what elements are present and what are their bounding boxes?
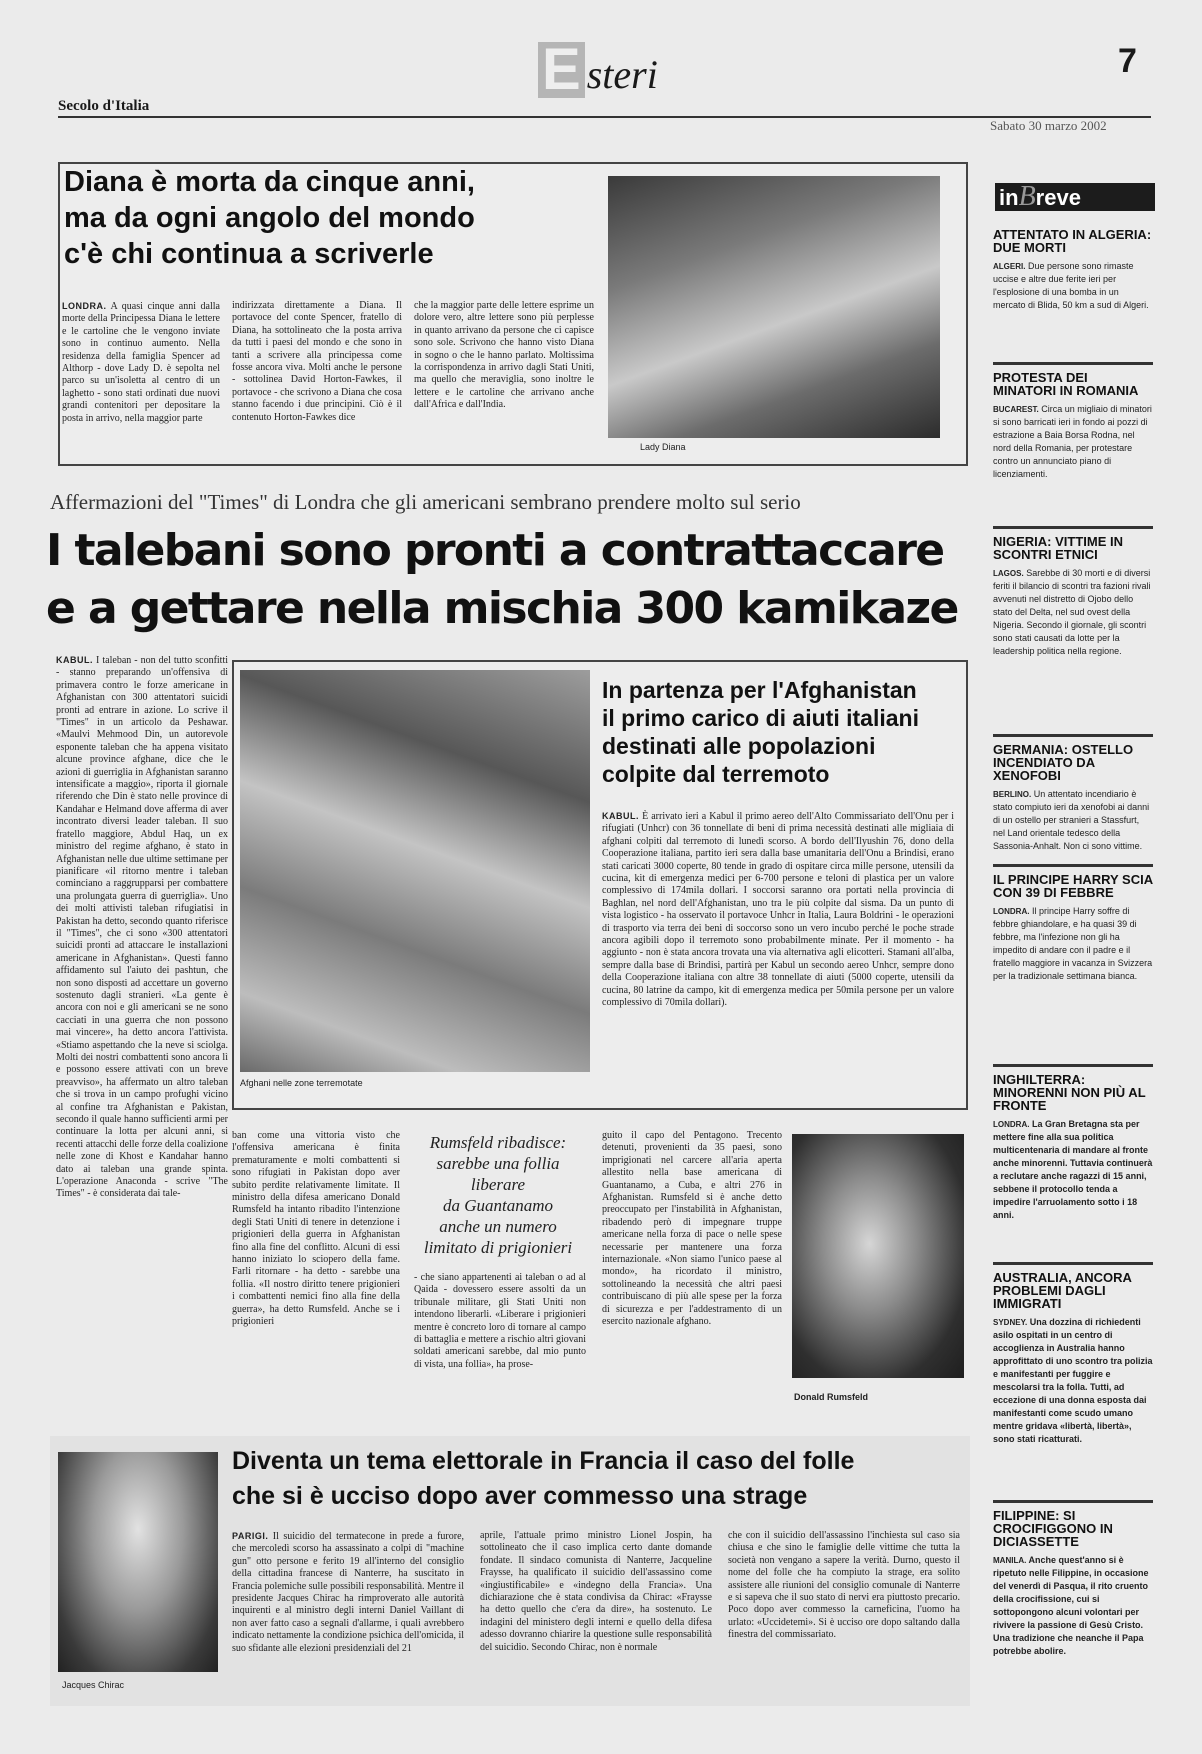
taliban-column-1 [56, 654, 228, 1388]
taliban-column-4 [602, 1130, 782, 1390]
article-text: aprile, l'attuale primo ministro Lionel Jospin, ha sottolineato che il caso implica certo dante domande fondate. Il sindaco comunista di Nanterre, Jacqueline Fraysse, ha qualificato il suicidio dell'assassino come «ingiustificabile» e «indegno della Francia». Una dichiarazione che è stata condivisa da Chirac: «Fraysse ha detto quello che c'era da dire», ha sostenuto. Le indagini del ministero degli interni e quello della difesa adesso dovranno chiarire la questione sulle responsabilità del suicidio. Secondo Chirac, non è normale [480, 1530, 712, 1653]
section-title [538, 37, 658, 102]
brief-item [993, 222, 1153, 312]
aid-headline-line: destinati alle popolazioni [602, 733, 876, 759]
dateline: BUCAREST. [993, 405, 1039, 414]
france-headline-line: Diventa un tema elettorale in Francia il caso del folle [232, 1447, 855, 1475]
date: Sabato 30 marzo 2002 [990, 118, 1107, 133]
in-breve-header [995, 183, 1155, 211]
dateline: MANILA. [993, 1556, 1027, 1565]
brief-title: FILIPPINE: SI CROCIFIGGONO IN DICIASSETTE [993, 1508, 1113, 1549]
taliban-column-3 [414, 1272, 586, 1390]
brief-text [993, 1316, 1153, 1446]
brief-title: NIGERIA: VITTIME IN SCONTRI ETNICI [993, 534, 1123, 562]
brief-title: IL PRINCIPE HARRY SCIA CON 39 DI FEBBRE [993, 872, 1153, 900]
article-text: - che siano appartenenti ai taleban o ad al Qaida - dovessero essere assolti da un tribunale militare, gli Stati Uniti non intendono liberarli. «Liberare i prigionieri mentre è concreto loro di tornare al campo di battaglia e mettere a rischio altri giovani soldati americani sarebbe, dal mio punto di vista, una follia», ha prose- [414, 1272, 586, 1370]
dateline: SYDNEY. [993, 1318, 1028, 1327]
brief-text [993, 260, 1153, 312]
brief-body: Circa un migliaio di minatori si sono barricati ieri in fondo ai pozzi di estrazione a Baia Borsa Rodna, nel nord della Romania, per protestare contro un annunciato piano di licenziamenti. [993, 404, 1152, 479]
brief-title: GERMANIA: OSTELLO INCENDIATO DA XENOFOBI [993, 742, 1134, 783]
section-initial: E [538, 42, 585, 98]
masthead: Secolo d'Italia [58, 98, 150, 114]
brief-item [993, 526, 1153, 658]
brief-body: Due persone sono rimaste uccise e altre due ferite ieri per l'esplosione di una bomba in un mercato di Blida, 50 km a sud di Algeri. [993, 261, 1149, 310]
dateline: KABUL. [56, 655, 93, 665]
article-text: Il suicidio del termatecone in prede a furore, che mercoledì scorso ha assassinato a colpi di "machine gun" otto persone e ferito 19 all'interno del consiglio della cittadina francese di Nanterre, ha suscitato in Francia polemiche sulle possibili responsabilità. Mentre il presidente Jacques Chirac ha rimproverato alle autorità inquirenti e al ministro degli interni Daniel Vaillant di non aver fatto caso a segnali d'allarme, i quali avrebbero indicato nettamente la condizione psichica dell'omicida, il suo sfidante alle elezioni presidenziali del 21 [232, 1531, 464, 1654]
photo-caption: Donald Rumsfeld [794, 1392, 869, 1402]
afghani-earthquake-photo [240, 670, 590, 1072]
quote-line: liberare [470, 1175, 526, 1194]
brief-item [993, 1262, 1153, 1446]
france-column-3 [728, 1530, 960, 1698]
taliban-headline [46, 522, 966, 638]
photo-caption: Jacques Chirac [62, 1680, 125, 1690]
brief-item [993, 864, 1153, 983]
aid-headline-line: il primo carico di aiuti italiani [602, 705, 919, 731]
brief-text [993, 905, 1153, 983]
diana-headline-line: c'è chi continua a scriverle [64, 238, 434, 270]
aid-headline [602, 676, 952, 788]
header-b: B [1018, 181, 1036, 212]
article-text: guito il capo del Pentagono. Trecento detenuti, provenienti da 35 paesi, sono imprigionati nel carcere all'aria aperta allestito nella base americana di Guantanamo, a Cuba, e altri 276 in Afghanistan. Rumsfeld si è anche detto preoccupato per l'instabilità in Afghanistan, ribadendo però di impegnare truppe americane nella forza di pace o nelle spese necessarie per mantenere una forza internazionale. «Non siamo l'unico paese al mondo», ha ricordato il ministro, sottolineando la necessità che altri paesi contribuiscano di più alle spese per la forza di sicurezza e per l'addestramento di un esercito nazionale afghano. [602, 1130, 782, 1328]
article-text: che la maggior parte delle lettere esprime un dolore vero, altre lettere sono più perplesse in quanto arrivano da persone che ci capisce sono sole. Scrivono che hanno visto Diana in sogno o che le hanno parlato. Moltissima la corrispondenza in arrivo dagli Stati Uniti, ma quello che meraviglia, sono inoltre le lettere e le cartoline che arrivano anche dall'Africa e dall'India. [414, 300, 594, 411]
dateline: PARIGI. [232, 1531, 269, 1541]
brief-title: INGHILTERRA: MINORENNI NON PIÙ AL FRONTE [993, 1072, 1146, 1113]
dateline: BERLINO. [993, 790, 1032, 799]
brief-text [993, 1554, 1153, 1658]
taliban-headline-line: I talebani sono pronti a contrattaccare [46, 525, 944, 576]
quote-line: sarebbe una follia [436, 1154, 560, 1173]
brief-body: Sarebbe di 30 morti e di diversi feriti il bilancio di scontri tra fazioni rivali avvenuti nel distretto di Ojobo dello stato del Delta, nel sud ovest della Nigeria. Secondo il giornale, gli scontri sono stati causati da lotte per la leadership politica nella regione. [993, 568, 1151, 656]
aid-headline-line: In partenza per l'Afghanistan [602, 677, 917, 703]
diana-column-1 [62, 300, 220, 456]
taliban-headline-line: e a gettare nella mischia 300 kamikaze [46, 583, 958, 634]
donald-rumsfeld-photo [792, 1134, 964, 1378]
brief-text [993, 403, 1153, 481]
brief-text [993, 567, 1153, 658]
diana-headline-line: ma da ogni angolo del mondo [64, 202, 475, 234]
brief-title: AUSTRALIA, ANCORA PROBLEMI DAGLI IMMIGRATI [993, 1270, 1132, 1311]
quote-line: anche un numero [439, 1217, 557, 1236]
dateline: KABUL. [602, 811, 639, 821]
quote-line: limitato di prigionieri [423, 1238, 573, 1257]
france-headline [232, 1444, 962, 1514]
article-text: che con il suicidio dell'assassino l'inchiesta sul caso sia chiusa e che sino le famiglie delle vittime che tutta la società non vengano a sapere la verità. Durno, questo il nome del folle che ha compiuto la strage, era solito assistere alle riunioni del consiglio comunale di Nanterre e si sapeva che il suo stato di nervi era piuttosto precario. Poco dopo aver commesso la carneficina, l'uomo ha urlato: «Uccidetemi». Si è ucciso ore dopo saltando dalla finestra del commissariato. [728, 1530, 960, 1641]
quote-line: da Guantanamo [442, 1196, 554, 1215]
brief-item [993, 734, 1153, 853]
brief-item [993, 362, 1153, 481]
dateline: LAGOS. [993, 569, 1024, 578]
lady-diana-photo [608, 176, 940, 438]
brief-item [993, 1500, 1153, 1658]
france-headline-line: che si è ucciso dopo aver commesso una strage [232, 1482, 808, 1510]
jacques-chirac-photo [58, 1452, 218, 1672]
dateline: LONDRA. [993, 907, 1030, 916]
aid-headline-line: colpite dal terremoto [602, 761, 830, 787]
diana-headline [64, 164, 604, 272]
article-text: ban come una vittoria visto che l'offensiva americana è finita prematuramente e molti combattenti si sono rifugiati in Pakistan dopo aver subito perdite relativamente limitate. Il ministro della difesa americano Donald Rumsfeld ha intanto ribadito l'intenzione degli Stati Uniti di tenere in detenzione i prigionieri della guerra in Afghanistan fino alla fine del conflitto. Alcuni di essi hanno iniziato lo sciopero della fame. Farli ritornare - ha detto - sarebbe una follia. «Il nostro diritto tenere prigionieri i combattenti nemici fino alla fine della guerra», ha detto Rumsfeld. Anche se i prigionieri [232, 1130, 400, 1328]
article-text: I taleban - non del tutto sconfitti - stanno preparando un'offensiva di primavera contro le forze americane in Afghanistan con 300 attentatori suicidi pronti ad entrare in azione. Lo scrive il "Times" in un articolo da Peshawar. «Maulvi Mehmood Din, un autorevole esponente taleban che ha appena visitato alcune province afghane, dice che le azioni di guerriglia in Afghanistan saranno intensificate a maggio», riporta il giornale riferendo che Din è stato nelle province di Kandahar e Helmand dove afferma di aver incontrato diversi leader taleban. Il suo fratello maggiore, Abdul Haq, un ex ministro del regime afghano, è stato in Afghanistan nelle due ultime settimane per pianificare «il ritorno mentre i taleban cominciano a raggrupparsi per combattere una prolungata guerra di guerriglia». Uno dei molti attivisti taleban rifugiatisi in Pakistan ha detto, secondo quanto riferisce il "Times", che ci sono «300 attentatori suicidi pronti ad attaccare le installazioni americane in Afghanistan». Questi fanno affidamento sul l'aiuto dei pashtun, che non sono disposti ad accettare un governo sostenuto dagli stranieri. «La gente è ancora con noi e gli americani se ne sono cacciati in una guerra che non possono mai vincere», ha detto ancora l'attivista. «Stiamo aspettando che la neve si sciolga. Molti dei nostri combattenti sono ancora lì e possono essere attivati con un breve preavviso», ha affermato un altro taleban che si trova in un campo profughi vicino al confine tra Afghanistan e Pakistan, secondo il quale hanno sufficienti armi per continuare la lotta per alcuni anni, si recenti attacchi delle forze della coalizione nelle zone di Khost e Kandahar hanno dato ai taleban una grande spinta. L'operazione Anaconda - scrive "The Times" - è considerata dai tale- [56, 655, 228, 1200]
brief-body: Una dozzina di richiedenti asilo ospitati in un centro di accoglienza in Australia hanno approfittato di uno scontro tra polizia e manifestanti per fuggire e mescolarsi tra la folla. Tutti, ad eccezione di una donna esposta dai manifestanti come scudo umano mentre gridava «libertà, libertà», sono stati ricatturati. [993, 1317, 1153, 1444]
brief-title: PROTESTA DEI MINATORI IN ROMANIA [993, 370, 1139, 398]
page-number: 7 [1118, 42, 1137, 80]
dateline: LONDRA. [993, 1120, 1030, 1129]
brief-title: ATTENTATO IN ALGERIA: DUE MORTI [993, 227, 1152, 255]
brief-body: La Gran Bretagna sta per mettere fine alla sua politica multicentenaria di mandare al fronte anche minorenni. Tuttavia continuerà a reclutare anche ragazzi di 15 anni, sebbene il protocollo tenda a impedire l'arruolamento sotto i 18 anni. [993, 1119, 1153, 1220]
rumsfeld-pull-quote [410, 1132, 586, 1258]
taliban-kicker: Affermazioni del "Times" di Londra che gli americani sembrano prendere molto sul serio [50, 490, 801, 514]
aid-body [602, 810, 954, 1096]
brief-text [993, 1118, 1153, 1222]
dateline: LONDRA. [62, 301, 107, 311]
brief-body: Anche quest'anno si è ripetuto nelle Filippine, in occasione del venerdì di Pasqua, il rito cruento della crocifissione, cui si sottopongono alcuni volontari per rivivere la passione di Gesù Cristo. Una tradizione che neanche il Papa potrebbe abolire. [993, 1555, 1149, 1656]
article-text: È arrivato ieri a Kabul il primo aereo dell'Alto Commissariato dell'Onu per i rifugiati (Unhcr) con 36 tonnellate di beni di prima necessità destinati alle migliaia di afghani colpiti dal terremoto di lunedì scorso. A bordo dell'Ilyushin 76, dono della Cooperazione italiana, partito ieri sera dalla base umanitaria dell'Onu a Brindisi, erano stati caricati 3000 coperte, 80 tende in grado di ospitare circa mille persone, utensili da cucina, kit di emergenza medici per 6-700 persone e teloni di plastica per un valore complessivo di 174mila dollari. I soccorsi saranno ora portati nella provincia di Baghlan, nel nord dell'Afghanistan, uno tra le più colpite dal sisma. Da un punto di vista logistico - ha osservato il portavoce Unhcr in Italia, Laura Boldrini - le operazioni di trasporto via terra dei beni di soccorso sono un vero incubo perché le poche strade ancora agibili dopo il terremoto sono probabilmente minate. Per il momento - ha aggiunto - non è stata ancora trovata una via alternativa agli elicotteri. Stamani all'alba, sempre dalla base di Brindisi, partirà per Kabul un secondo aereo Unhcr, sempre dono della Cooperazione italiana con altre 38 tonnellate di aiuti (5000 coperte, utensili da cucina, 80 latrine da campo, kit di emergenza medica per 50mila persone per un valore complessivo di 70mila dollari). [602, 811, 954, 1009]
dateline: ALGERI. [993, 262, 1026, 271]
quote-line: Rumsfeld ribadisce: [429, 1133, 567, 1152]
diana-column-2 [232, 300, 402, 456]
brief-body: Il principe Harry soffre di febbre ghiandolare, e ha quasi 39 di febbre, ma l'infezione non gli ha impedito di andare con il padre e il fratello maggiore in vacanza in Svizzera per la tradizionale settimana bianca. [993, 906, 1153, 981]
photo-caption: Lady Diana [640, 442, 686, 452]
header-rest: reve [1035, 185, 1081, 210]
article-text: A quasi cinque anni dalla morte della Principessa Diana le lettere e le cartoline che le vengono inviate sono in continuo aumento. Nella residenza della famiglia Spencer ad Althorp - dove Lady D. è sepolta nel parco su un'isoletta al centro di un laghetto - sono stati ordinati due nuovi grandi contenitori per depositare la posta in arrivo, nella maggior parte [62, 301, 220, 424]
brief-body: Un attentato incendiario è stato compiuto ieri da xenofobi ai danni di un ostello per stranieri a Stassfurt, nel Land orientale tedesco della Sassonia-Anhalt. Non ci sono vittime. [993, 789, 1150, 851]
article-text: indirizzata direttamente a Diana. Il portavoce del conte Spencer, fratello di Diana, ha sottolineato che la posta arriva da tutti i paesi del mondo e che sono in tanti a scrivere alla principessa come fosse ancora viva. Molti anche le persone - sottolinea David Horton-Fawkes, il portavoce - che scrivono a Diana che cosa stanno facendo i due principini. Ciò è il contenuto Horton-Fawkes dice [232, 300, 402, 423]
france-column-2 [480, 1530, 712, 1698]
diana-headline-line: Diana è morta da cinque anni, [64, 166, 475, 198]
taliban-column-2 [232, 1130, 400, 1390]
brief-item [993, 1064, 1153, 1222]
photo-caption: Afghani nelle zone terremotate [240, 1078, 363, 1088]
header-rule [58, 116, 1151, 118]
france-column-1 [232, 1530, 464, 1698]
diana-column-3 [414, 300, 594, 456]
brief-text [993, 788, 1153, 853]
section-rest: steri [586, 52, 658, 97]
header-in: in [999, 185, 1019, 210]
